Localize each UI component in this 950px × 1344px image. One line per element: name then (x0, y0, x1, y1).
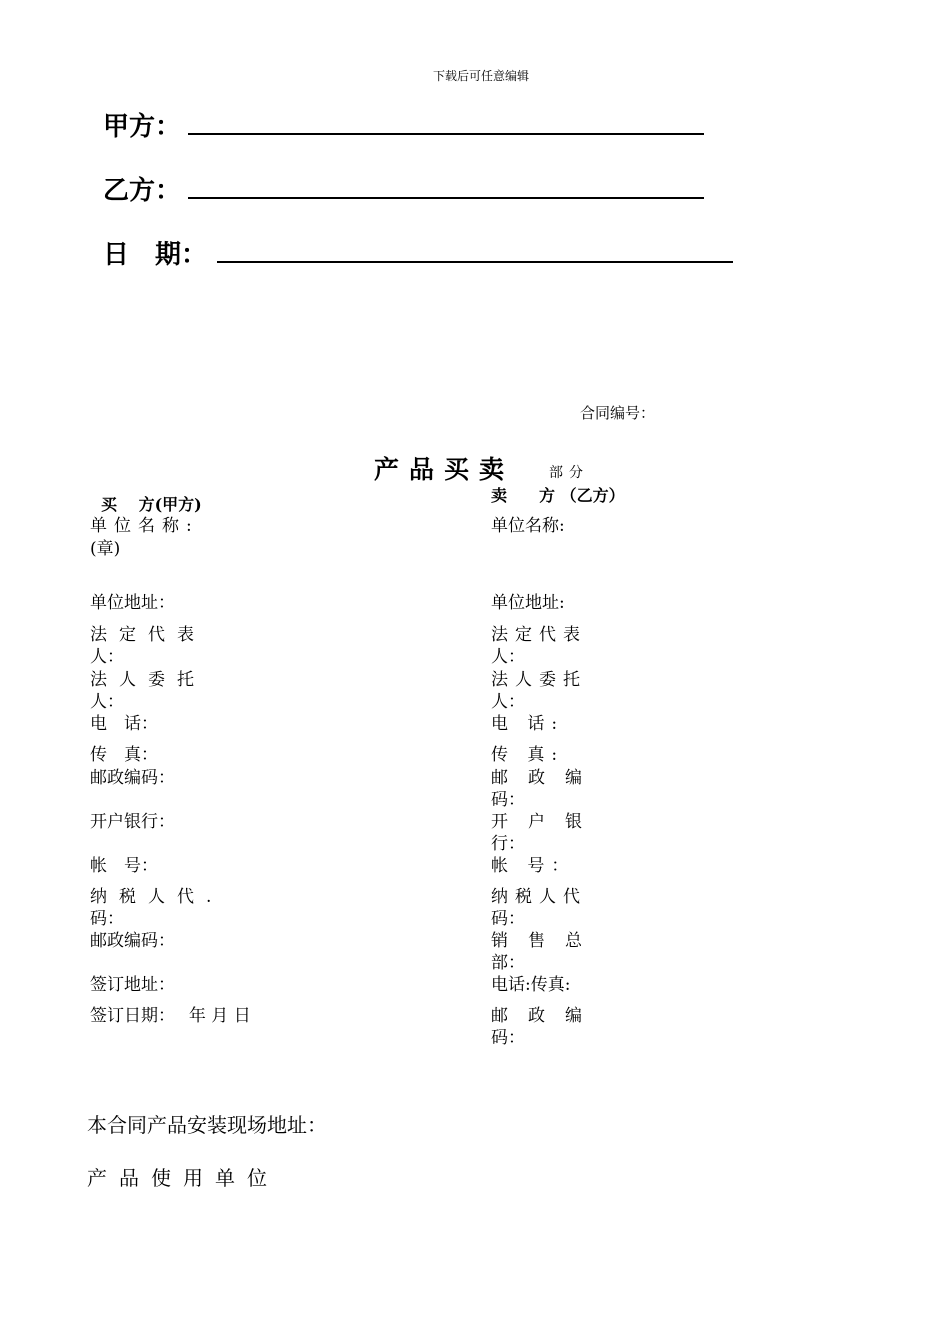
seller-phone: 电 话: (491, 714, 565, 734)
seller-heading: 卖 方 （乙方） (491, 486, 625, 505)
seller-account: 帐 号： (491, 856, 576, 876)
party-b-underline (188, 197, 704, 199)
seller-agent-cont: 人： (491, 692, 525, 712)
buyer-postcode: 邮政编码： (90, 768, 175, 788)
date-label: 日 期： (103, 240, 208, 270)
buyer-phone: 电 话： (90, 714, 158, 734)
seller-postcode: 邮政编 (491, 768, 602, 788)
buyer-sign-place: 签订地址： (90, 975, 175, 995)
seller-phone-fax: 电话:传真: (491, 975, 571, 995)
buyer-legal-rep: 法定代表 (90, 625, 206, 645)
buyer-bank: 开户银行： (90, 812, 175, 832)
seller-sales-hq: 销售总 (491, 931, 602, 951)
party-a-underline (188, 133, 704, 135)
seller-address: 单位地址: (491, 593, 565, 613)
seller-tax-code: 纳税人代 (491, 887, 587, 907)
seller-bank-cont: 行： (491, 834, 525, 854)
seller-unit-name: 单位名称: (491, 516, 565, 536)
seller-tax-code-cont: 码： (491, 909, 525, 929)
buyer-legal-rep-cont: 人： (90, 647, 124, 667)
buyer-heading: 买 方(甲方) (101, 495, 202, 514)
buyer-agent-cont: 人： (90, 692, 124, 712)
user-unit: 产品使用单位 (87, 1166, 279, 1190)
buyer-sign-date: 签订日期： 年 月 日 (90, 1006, 251, 1026)
seller-postcode-2: 邮政编 (491, 1006, 602, 1026)
seller-agent: 法人委托 (491, 670, 587, 690)
header-note: 下载后可任意编辑 (432, 69, 529, 83)
seller-sales-hq-cont: 部： (491, 953, 525, 973)
install-address: 本合同产品安装现场地址： (87, 1113, 327, 1137)
party-b-label: 乙方： (103, 176, 182, 206)
buyer-agent: 法人委托 (90, 670, 206, 690)
document-title: 产品买卖 (374, 455, 515, 484)
buyer-seal: (章) (90, 539, 121, 559)
buyer-postcode-2: 邮政编码： (90, 931, 175, 951)
buyer-fax: 传 真： (90, 745, 158, 765)
document-title-sub: 部分 (549, 465, 589, 481)
seller-postcode-cont: 码： (491, 790, 525, 810)
buyer-unit-name: 单位名称: (90, 516, 199, 536)
buyer-tax-code-cont: 码： (90, 909, 124, 929)
seller-legal-rep: 法定代表 (491, 625, 587, 645)
buyer-account: 帐 号： (90, 856, 158, 876)
seller-fax: 传 真: (491, 745, 565, 765)
party-a-label: 甲方： (103, 112, 182, 142)
seller-legal-rep-cont: 人： (491, 647, 525, 667)
seller-postcode-2-cont: 码： (491, 1028, 525, 1048)
buyer-tax-code: 纳税人代. (90, 887, 224, 907)
buyer-address: 单位地址： (90, 593, 175, 613)
seller-bank: 开户银 (491, 812, 602, 832)
date-underline (217, 261, 733, 263)
contract-number-label: 合同编号： (580, 404, 656, 422)
